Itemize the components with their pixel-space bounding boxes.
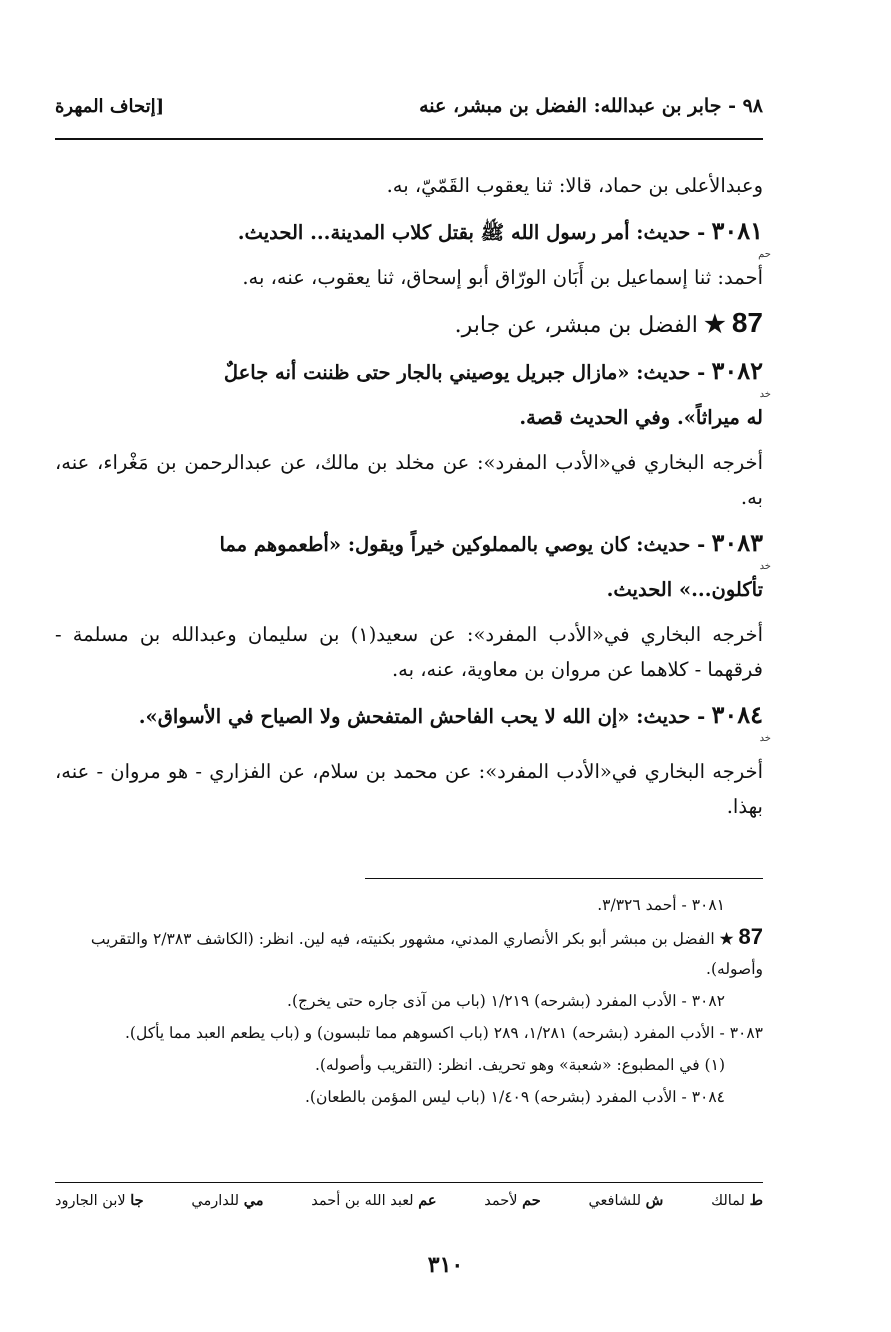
legend-text: لأحمد (484, 1193, 518, 1209)
legend-item (711, 1192, 763, 1209)
star-icon: ★ (704, 309, 726, 338)
legend-item (484, 1192, 540, 1209)
legend-code: مي (243, 1192, 264, 1209)
source-code: خد (759, 733, 771, 744)
footnote-87 (55, 922, 763, 984)
hadith-3084-source: أخرجه البخاري في«الأدب المفرد»: عن محمد بن سلام، عن الفزاري - هو مروان - عنه، بهذا. (55, 760, 763, 818)
footnote-text: الفضل بن مبشر أبو بكر الأنصاري المدني، مشهور بكنيته، فيه لين. انظر: (الكاشف ٢/٣٨٣ والتقريب وأصوله). (90, 930, 763, 978)
legend-code: جا (130, 1192, 144, 1209)
hadith-continuation: تأكلون...» الحديث. (606, 578, 763, 601)
continuation-paragraph: وعبدالأعلى بن حماد، قالا: ثنا يعقوب القَمّيّ، به. (386, 174, 763, 197)
hadith-3082-source: أخرجه البخاري في«الأدب المفرد»: عن مخلد بن مالك، عن عبدالرحمن بن مَغْراء، عنه، به. (55, 451, 763, 509)
hadith-number: ٣٠٨١ (711, 216, 763, 245)
section-title: الفضل بن مبشر، عن جابر. (454, 313, 698, 338)
hadith-text: - حديث: «إن الله لا يحب الفاحش المتفحش ولا الصياح في الأسواق». (138, 705, 706, 728)
section-87 (55, 305, 763, 343)
footnote-3083: ٣٠٨٣ - الأدب المفرد (بشرحه) ١/٢٨١، ٢٨٩ (باب اكسوهم مما تلبسون) و (باب يطعم العبد مما يأكل). (125, 1024, 763, 1042)
source-code: خد (759, 561, 771, 572)
hadith-chain: أحمد: ثنا إسماعيل بن أَبَان الورّاق أبو إسحاق، ثنا يعقوب، عنه، به. (242, 266, 763, 289)
legend-item (55, 1192, 144, 1209)
legend-code: ش (645, 1192, 664, 1209)
legend-item (311, 1192, 436, 1209)
hadith-text: - حديث: «مازال جبريل يوصيني بالجار حتى ظننت أنه جاعلٌ (223, 361, 706, 384)
hadith-3083 (55, 525, 771, 607)
main-text (55, 168, 771, 834)
legend-text: للشافعي (588, 1193, 642, 1209)
footnote-rule (365, 878, 763, 879)
hadith-text: - حديث: كان يوصي بالمملوكين خيراً ويقول: «أطعموهم مما (219, 533, 706, 556)
legend-rule (55, 1182, 763, 1183)
legend-text: لعبد الله بن أحمد (311, 1193, 414, 1209)
legend-text: لمالك (711, 1193, 745, 1209)
footnote-1: (١) في المطبوع: «شعبة» وهو تحريف. انظر: (التقريب وأصوله). (314, 1056, 725, 1074)
legend-code: حم (522, 1192, 541, 1209)
section-number: 87 (731, 307, 763, 338)
hadith-number: ٣٠٨٤ (711, 700, 763, 729)
hadith-continuation: له ميراثاً». وفي الحديث قصة. (519, 406, 763, 429)
hadith-number: ٣٠٨٢ (711, 356, 763, 385)
hadith-3082 (55, 353, 771, 435)
source-code: خد (759, 389, 771, 400)
footnote-3081: ٣٠٨١ - أحمد ٣/٣٢٦. (597, 896, 725, 914)
legend-text: لابن الجارود (55, 1193, 126, 1209)
legend-code: ط (749, 1192, 763, 1209)
header-title: ٩٨ - جابر بن عبدالله: الفضل بن مبشر، عنه (419, 95, 763, 117)
footnote-3084: ٣٠٨٤ - الأدب المفرد (بشرحه) ١/٤٠٩ (باب ليس المؤمن بالطعان). (304, 1088, 725, 1106)
abbreviation-legend (55, 1192, 763, 1209)
footnotes (55, 890, 763, 1114)
hadith-3084 (55, 697, 771, 744)
hadith-text: - حديث: أمر رسول الله ﷺ بقتل كلاب المدينة... الحديث. (237, 221, 706, 244)
source-code: حم (758, 249, 771, 260)
legend-item (588, 1192, 663, 1209)
footnote-3082: ٣٠٨٢ - الأدب المفرد (بشرحه) ١/٢١٩ (باب من آذى جاره حتى يخرج). (287, 992, 725, 1010)
legend-item (191, 1192, 263, 1209)
legend-code: عم (418, 1192, 437, 1209)
legend-text: للدارمي (191, 1193, 240, 1209)
footnote-section-number: 87 (738, 924, 763, 949)
star-icon: ★ (719, 929, 734, 948)
header-book-name: [إتحاف المهرة (55, 95, 165, 117)
hadith-3083-source: أخرجه البخاري في«الأدب المفرد»: عن سعيد(١) بن سليمان وعبدالله بن مسلمة - فرقهما - كلاهما عن مروان بن معاوية، عنه، به. (55, 623, 764, 681)
page-number: ٣١٠ (427, 1252, 464, 1278)
hadith-3081 (55, 213, 771, 295)
hadith-number: ٣٠٨٣ (711, 528, 763, 557)
header-rule (55, 138, 763, 140)
running-header (55, 88, 763, 124)
